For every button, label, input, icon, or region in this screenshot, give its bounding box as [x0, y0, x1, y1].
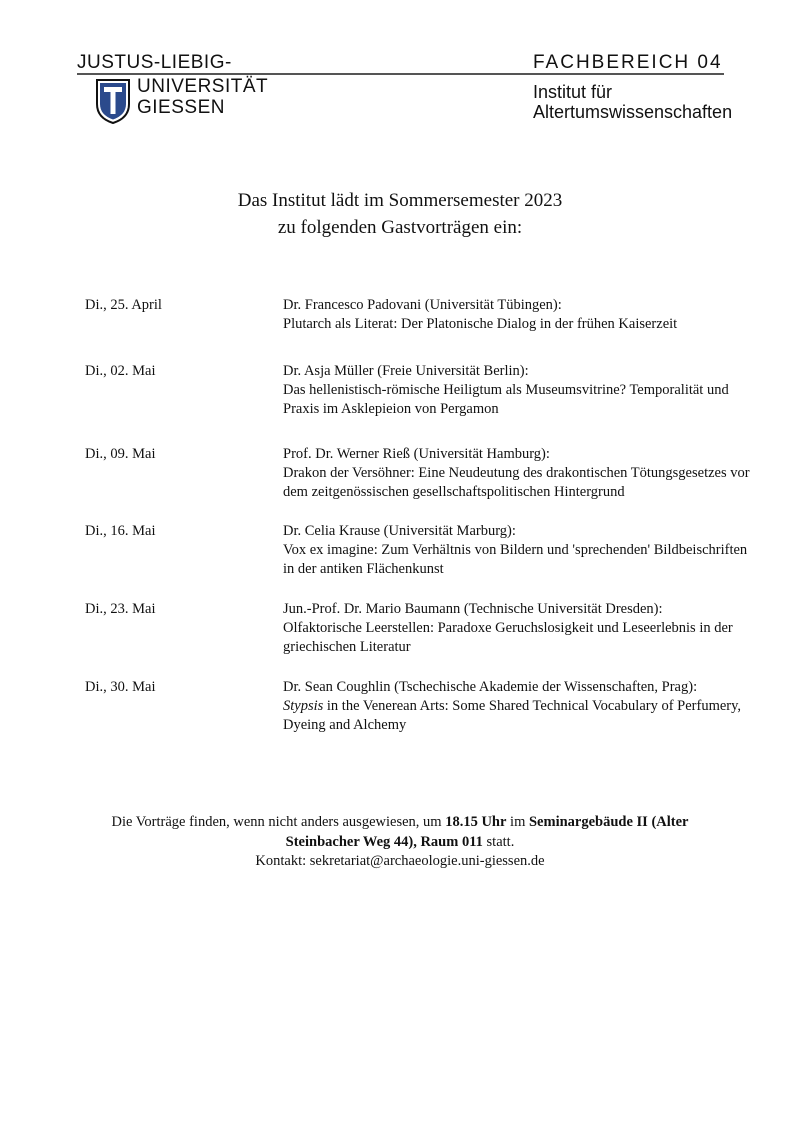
lecture-speaker: Prof. Dr. Werner Rieß (Universität Hamburg):: [283, 446, 550, 462]
lecture-speaker: Jun.-Prof. Dr. Mario Baumann (Technische Universität Dresden):: [283, 601, 663, 617]
footer-text: im: [506, 814, 529, 830]
lecture-speaker: Dr. Sean Coughlin (Tschechische Akademie der Wissenschaften, Prag):: [283, 679, 698, 695]
university-name-line2: [137, 76, 268, 118]
footer-text: statt.: [482, 833, 515, 850]
shield-t-logo-icon: [95, 78, 131, 124]
footer-location: Seminargebäude II (Alter Steinbacher Weg 44), Raum 011: [285, 814, 689, 850]
lecture-title-rest: in the Venerean Arts: Some Shared Technical Vocabulary of Perfumery, Dyeing and Alchemy: [283, 698, 742, 733]
page-title: [0, 187, 800, 241]
footer-contact: Kontakt: sekretariat@archaeologie.uni-giessen.de: [255, 853, 545, 869]
lecture-title: Vox ex imagine: Zum Verhältnis von Bildern und 'sprechenden' Bildbeischriften in der antiken Flächenkunst: [283, 542, 748, 577]
footer-text: Die Vorträge finden, wenn nicht anders ausgewiesen, um: [111, 814, 446, 830]
lecture-info: [283, 600, 753, 657]
page-title-line2: zu folgenden Gastvorträgen ein:: [277, 217, 523, 238]
lecture-info: [283, 678, 753, 735]
university-city: GIESSEN: [137, 97, 225, 118]
faculty-label: FACHBEREICH 04: [533, 52, 723, 73]
university-name-word: UNIVERSITÄT: [137, 76, 269, 97]
footer-time: 18.15 Uhr: [445, 814, 507, 830]
institute-name-line1: Institut für: [533, 82, 613, 102]
lecture-speaker: Dr. Celia Krause (Universität Marburg):: [283, 523, 516, 539]
lecture-title: Drakon der Versöhner: Eine Neudeutung des drakontischen Tötungsgesetzes vor dem zeitgenössischen gesellschaftspolitischen Hintergrund: [283, 465, 750, 500]
lecture-date: Di., 23. Mai: [85, 601, 156, 617]
university-name-line1: JUSTUS-LIEBIG-: [77, 52, 232, 73]
page-title-line1: Das Institut lädt im Sommersemester 2023: [237, 190, 563, 211]
lecture-title: Das hellenistisch-römische Heiligtum als Museumsvitrine? Temporalität und Praxis im Asklepieion von Pergamon: [283, 382, 729, 417]
lecture-title: [283, 697, 753, 735]
footer-venue-text: [110, 813, 690, 852]
lecture-info: [283, 522, 753, 579]
lecture-date: Di., 09. Mai: [85, 446, 156, 462]
footer-note: [110, 813, 690, 872]
lecture-info: [283, 362, 753, 419]
lecture-date: Di., 30. Mai: [85, 679, 156, 695]
lecture-info: [283, 296, 753, 334]
institute-name-line2: Altertumswissenschaften: [533, 102, 733, 122]
lecture-title-italic: Stypsis: [283, 698, 324, 714]
lecture-date: Di., 02. Mai: [85, 363, 156, 379]
lecture-title: Olfaktorische Leerstellen: Paradoxe Geruchslosigkeit und Leseerlebnis in der griechischen Literatur: [283, 620, 733, 655]
lecture-date: Di., 25. April: [85, 297, 162, 313]
lecture-date: Di., 16. Mai: [85, 523, 156, 539]
lecture-info: [283, 445, 753, 502]
lecture-title: Plutarch als Literat: Der Platonische Dialog in der frühen Kaiserzeit: [283, 316, 678, 332]
institute-name: [533, 82, 732, 122]
lecture-speaker: Dr. Francesco Padovani (Universität Tübingen):: [283, 297, 562, 313]
lecture-speaker: Dr. Asja Müller (Freie Universität Berlin):: [283, 363, 529, 379]
